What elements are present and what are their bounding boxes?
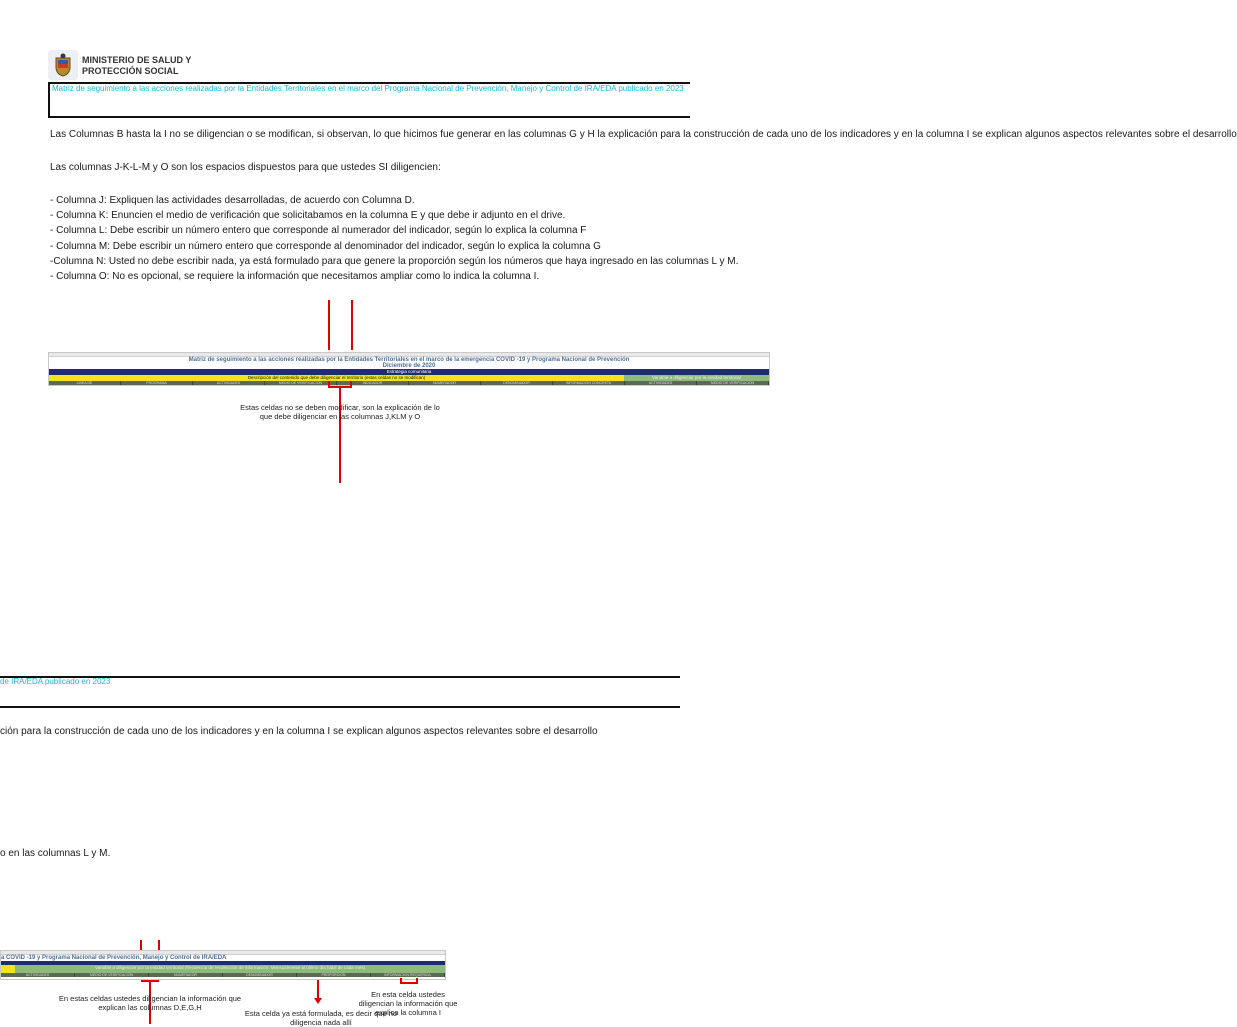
column-header: MEDIO DE VERIFICACION (697, 381, 769, 385)
column-header: ACTIVIDADES (193, 381, 265, 385)
list-item: - Columna L: Debe escribir un número entero que corresponde al numerador del indicador, según lo explica la columna F (50, 225, 587, 237)
column-header: DENOMINADOR (481, 381, 553, 385)
instruction-continued: o en las columnas L y M. (0, 848, 111, 859)
red-marker-line (351, 300, 353, 350)
ministry-name (82, 55, 262, 77)
annotation-note-2: En estas celdas ustedes diligencian la información que explican las columnas D,E,G,H (58, 994, 242, 1012)
sheet-title-text: Matriz de seguimiento a las acciones realizadas por la Entidades Territoriales en el marco de la emergencia COVID -19 y Programa Nacional de Prevención (188, 357, 630, 363)
red-marker-line (328, 300, 330, 350)
column-header: INFORMACION REQUERIDA (371, 973, 445, 977)
annotation-note-1: Estas celdas no se deben modificar, son la explicación de lo que debe diligenciar en las columnas J,KLM y O (240, 403, 440, 421)
strategy-band: Estrategia comunitaria (49, 369, 769, 375)
red-bracket-end (416, 978, 418, 984)
column-header: INFORMACION CONCRETA (553, 381, 625, 385)
shield-icon (48, 50, 78, 80)
sheet-subtitle-text: Diciembre de 2020 (382, 363, 436, 369)
spreadsheet-preview-2 (0, 950, 446, 980)
description-section (1, 965, 15, 973)
variable-section: Variable a diligenciar por la entidad territorial (624, 375, 769, 381)
red-bracket-end (328, 381, 330, 388)
red-marker-line (140, 940, 142, 950)
column-header: LINEA DE (49, 381, 121, 385)
column-headers-row (49, 381, 769, 385)
document-title-continued: de IRA/EDA publicado en 2023 (0, 677, 111, 686)
column-instructions-list (50, 193, 739, 284)
sheet-title-text: a COVID -19 y Programa Nacional de Prevención, Manejo y Control de IRA/EDA (1, 955, 227, 961)
sheet-title (49, 357, 769, 369)
red-arrow-line (317, 980, 319, 998)
column-header: PROGRAMA (121, 381, 193, 385)
annotation-note-4: En esta celda ustedes diligencian la información que explica la columna I (358, 990, 458, 1017)
coat-of-arms-logo (48, 50, 78, 80)
column-header: NUMERADOR (149, 973, 223, 977)
column-header: PROPORCION (297, 973, 371, 977)
column-header: MEDIO DE VERIFICACION (265, 381, 337, 385)
instructions-paragraph: Las columnas J-K-L-M y O son los espacios dispuestos para que ustedes SI diligencien: (50, 162, 441, 173)
intro-paragraph: Las Columnas B hasta la I no se diligencian o se modifican, si observan, lo que hicimos fue generar en las columnas G y H la explicación para la construcción de cada uno de los indicadores y en la columna I se explican algunos aspectos relevantes sobre el desarrollo (50, 129, 1237, 140)
intro-paragraph-continued: ción para la construcción de cada uno de los indicadores y en la columna I se explican algunos aspectos relevantes sobre el desarrollo (0, 726, 598, 737)
spreadsheet-preview-1 (48, 352, 770, 386)
annotation-note-3: Esta celda ya está formulada, es decir que no diligencia nada allí (244, 1009, 398, 1027)
list-item: - Columna O: No es opcional, se requiere la información que necesitamos ampliar como lo indica la columna I. (50, 271, 540, 283)
column-header: ACTIVIDADES (625, 381, 697, 385)
variable-section: Variable a diligenciar por la entidad territorial (frecuencia de recolección de información: Mensualmente al último día hábil de cada mes) (15, 965, 445, 973)
ministry-line-2: PROTECCIÓN SOCIAL (82, 66, 179, 76)
description-section: Descripción del contenido que debe diligenciar el territorio (estas celdas no se modifican) (49, 375, 624, 381)
column-header: INDICADOR (337, 381, 409, 385)
ministry-line-1: MINISTERIO DE SALUD Y (82, 55, 192, 65)
section-row (1, 965, 445, 973)
list-item: - Columna K: Enuncien el medio de verificación que solicitabamos en la columna E y que debe ir adjunto en el drive. (50, 210, 566, 222)
column-header: DENOMINADOR (223, 973, 297, 977)
red-bracket-end (350, 381, 352, 388)
column-headers-row (1, 973, 445, 977)
list-item: - Columna J: Expliquen las actividades desarrolladas, de acuerdo con Columna D. (50, 195, 415, 206)
column-header: NUMERADOR (409, 381, 481, 385)
column-header: ACTIVIDADES (1, 973, 75, 977)
arrow-down-icon (314, 998, 322, 1004)
column-header: MEDIO DE VERIFICACION (75, 973, 149, 977)
document-title: Matriz de seguimiento a las acciones realizadas por la Entidades Territoriales en el marco del Programa Nacional de Prevención, Manejo y Control de IRA/EDA publicado en 2023 (52, 84, 684, 93)
title-bottom-rule (0, 706, 680, 708)
red-bracket-end (400, 978, 402, 984)
list-item: - Columna M: Debe escribir un número entero que corresponde al denominador del indicador, según lo explica la columna G (50, 240, 601, 252)
list-item: -Columna N: Usted no debe escribir nada, ya está formulado para que genere la proporción según los números que haya ingresado en las columnas L y M. (50, 255, 739, 267)
red-marker-line (158, 940, 160, 950)
